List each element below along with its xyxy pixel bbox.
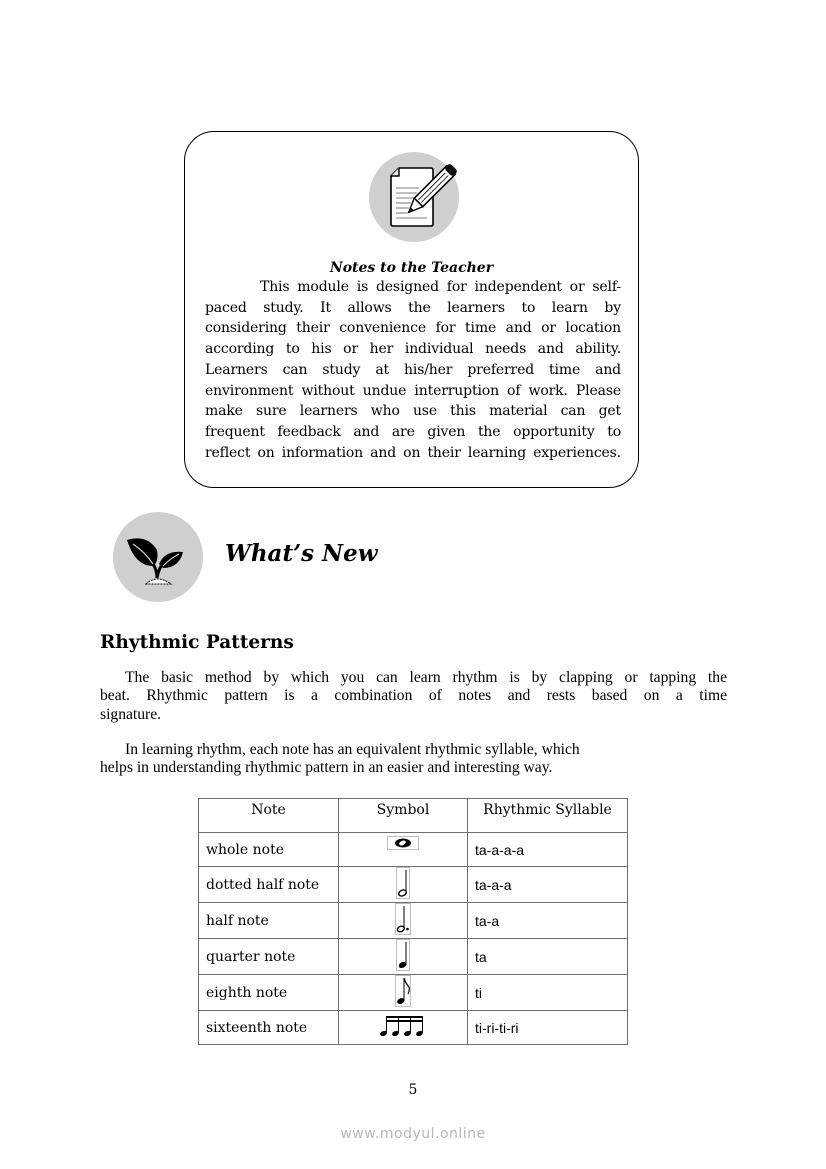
table-row (199, 903, 628, 939)
table-row (199, 975, 628, 1011)
note-name: whole note (199, 833, 339, 867)
notes-line: according to his or her individual needs and ability. (205, 341, 621, 358)
syllable: ta-a-a (468, 867, 628, 903)
paragraph-line: beat. Rhythmic pattern is a combination of notes and rests based on a time (100, 687, 727, 705)
header-note: Note (199, 799, 339, 833)
notes-line: considering their convenience for time and or location (205, 320, 621, 337)
syllable: ta-a (468, 903, 628, 939)
notes-line: make sure learners who use this material can get (205, 403, 621, 420)
note-name: dotted half note (199, 867, 339, 903)
paragraph-line: The basic method by which you can learn rhythm is by clapping or tapping the (125, 669, 727, 686)
notes-to-teacher-box (184, 131, 639, 488)
whats-new-title: What’s New (225, 540, 378, 567)
paragraph-2 (100, 741, 727, 778)
table-header-row (199, 799, 628, 833)
symbol-cell (339, 903, 468, 939)
syllable: ti-ri-ti-ri (468, 1011, 628, 1045)
section-heading: Rhythmic Patterns (100, 632, 294, 653)
quarter-note-icon (396, 939, 410, 971)
syllable: ta (468, 939, 628, 975)
notes-line: Learners can study at his/her preferred time and (205, 361, 621, 378)
table-row (199, 939, 628, 975)
notes-line: reflect on information and on their learning experiences. (205, 444, 621, 461)
notes-line: This module is designed for independent or self- (260, 279, 621, 295)
paragraph-line: In learning rhythm, each note has an equivalent rhythmic syllable, which (125, 741, 580, 758)
notes-line: environment without undue interruption of work. Please (205, 382, 621, 399)
sprout-icon (113, 512, 203, 602)
notes-title: Notes to the Teacher (329, 260, 494, 276)
document-pencil-icon (369, 152, 459, 242)
note-name: sixteenth note (199, 1011, 339, 1045)
watermark: www.modyul.online (340, 1126, 486, 1142)
dotted-half-note-icon (395, 903, 411, 935)
sixteenth-notes-icon (380, 1015, 426, 1037)
symbol-cell (339, 833, 468, 867)
rhythm-table (198, 798, 628, 1045)
paragraph-line: helps in understanding rhythmic pattern in an easier and interesting way. (100, 759, 553, 777)
note-name: quarter note (199, 939, 339, 975)
notes-body (205, 277, 621, 463)
half-note-icon (396, 867, 410, 899)
symbol-cell (339, 975, 468, 1011)
syllable: ti (468, 975, 628, 1011)
symbol-cell (339, 1011, 468, 1045)
note-name: half note (199, 903, 339, 939)
header-syllable: Rhythmic Syllable (468, 799, 628, 833)
paragraph-line: signature. (100, 705, 162, 723)
page-number: 5 (408, 1082, 418, 1098)
notes-line: paced study. It allows the learners to learn by (205, 299, 621, 316)
syllable: ta-a-a-a (468, 833, 628, 867)
note-name: eighth note (199, 975, 339, 1011)
symbol-cell (339, 939, 468, 975)
symbol-cell (339, 867, 468, 903)
eighth-note-icon (395, 975, 411, 1007)
paragraph-1 (100, 669, 727, 724)
notes-line: frequent feedback and are given the opportunity to (205, 423, 621, 440)
table-row (199, 1011, 628, 1045)
whole-note-icon (387, 836, 419, 850)
table-row (199, 833, 628, 867)
header-symbol: Symbol (339, 799, 468, 833)
table-row (199, 867, 628, 903)
